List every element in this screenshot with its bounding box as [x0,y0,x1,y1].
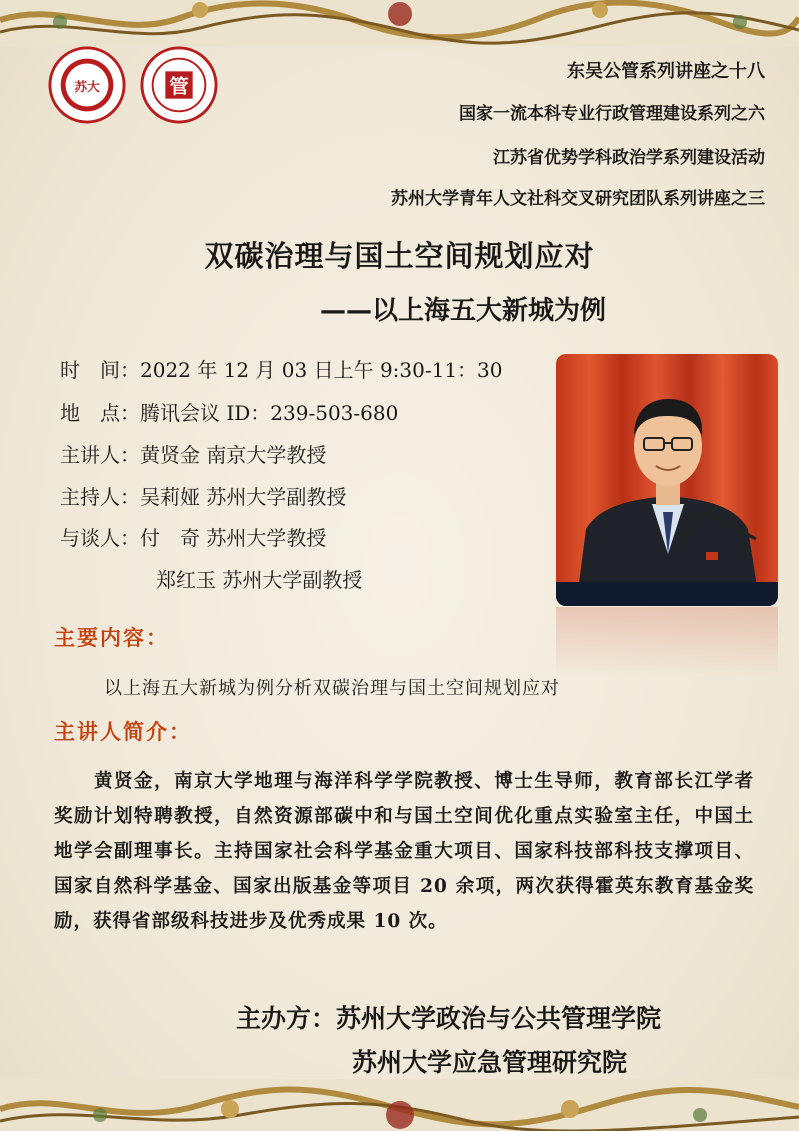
info-discussant [60,522,326,551]
speaker-bio: 黄贤金，南京大学地理与海洋科学学院教授、博士生导师，教育部长江学者奖励计划特聘教授，自然资源部碳中和与国土空间优化重点实验室主任，中国土地学会副理事长。主持国家社会科学基金重大项目、国家科技部科技支撑项目、国家自然科学基金、国家出版基金等项目 20 余项，两次获得霍英东教育基金奖励，获得省部级科技进步及优秀成果 10 次。 [54,771,754,932]
bottom-ornament [0,1079,799,1131]
main-content-text: 以上海五大新城为例分析双碳治理与国土空间规划应对 [104,678,560,699]
host-label: 主持人： [60,485,140,509]
speaker-photo [556,354,778,606]
svg-text:管: 管 [169,74,189,98]
series-line-1: 东吴公管系列讲座之十八 [567,61,765,82]
discussant-label: 与谈人： [60,526,140,550]
info-speaker [60,439,326,468]
discussant-1: 付 奇 苏州大学教授 [140,526,327,550]
place-label: 地 点： [60,401,140,425]
speaker-intro-heading: 主讲人简介： [54,720,192,744]
speaker-label: 主讲人： [60,443,140,467]
lecture-title: 双碳治理与国土空间规划应对 [204,239,595,273]
speaker-value: 黄贤金 南京大学教授 [140,443,327,467]
main-content-heading: 主要内容： [54,626,169,650]
series-line-3: 江苏省优势学科政治学系列建设活动 [493,148,765,168]
info-time [60,354,503,383]
time-value: 2022 年 12 月 03 日上午 9:30-11：30 [140,358,503,382]
top-ornament [0,0,799,46]
host-value: 吴莉娅 苏州大学副教授 [140,485,347,509]
time-label: 时 间： [60,358,140,382]
organizer-line-1: 主办方：苏州大学政治与公共管理学院 [236,1004,662,1033]
info-host [60,481,346,510]
organizer-line-2: 苏州大学应急管理研究院 [352,1048,628,1077]
info-place [60,397,398,426]
lecture-subtitle: ——以上海五大新城为例 [320,296,607,326]
series-line-2: 国家一流本科专业行政管理建设系列之六 [459,104,765,124]
speaker-photo-reflection [556,607,778,677]
series-line-4: 苏州大学青年人文社科交叉研究团队系列讲座之三 [391,189,765,209]
place-value: 腾讯会议 ID：239-503-680 [140,401,399,425]
university-logo [48,46,126,124]
school-logo [140,46,218,124]
info-discussant-2: 郑红玉 苏州大学副教授 [156,568,363,592]
svg-text:苏大: 苏大 [74,78,100,94]
